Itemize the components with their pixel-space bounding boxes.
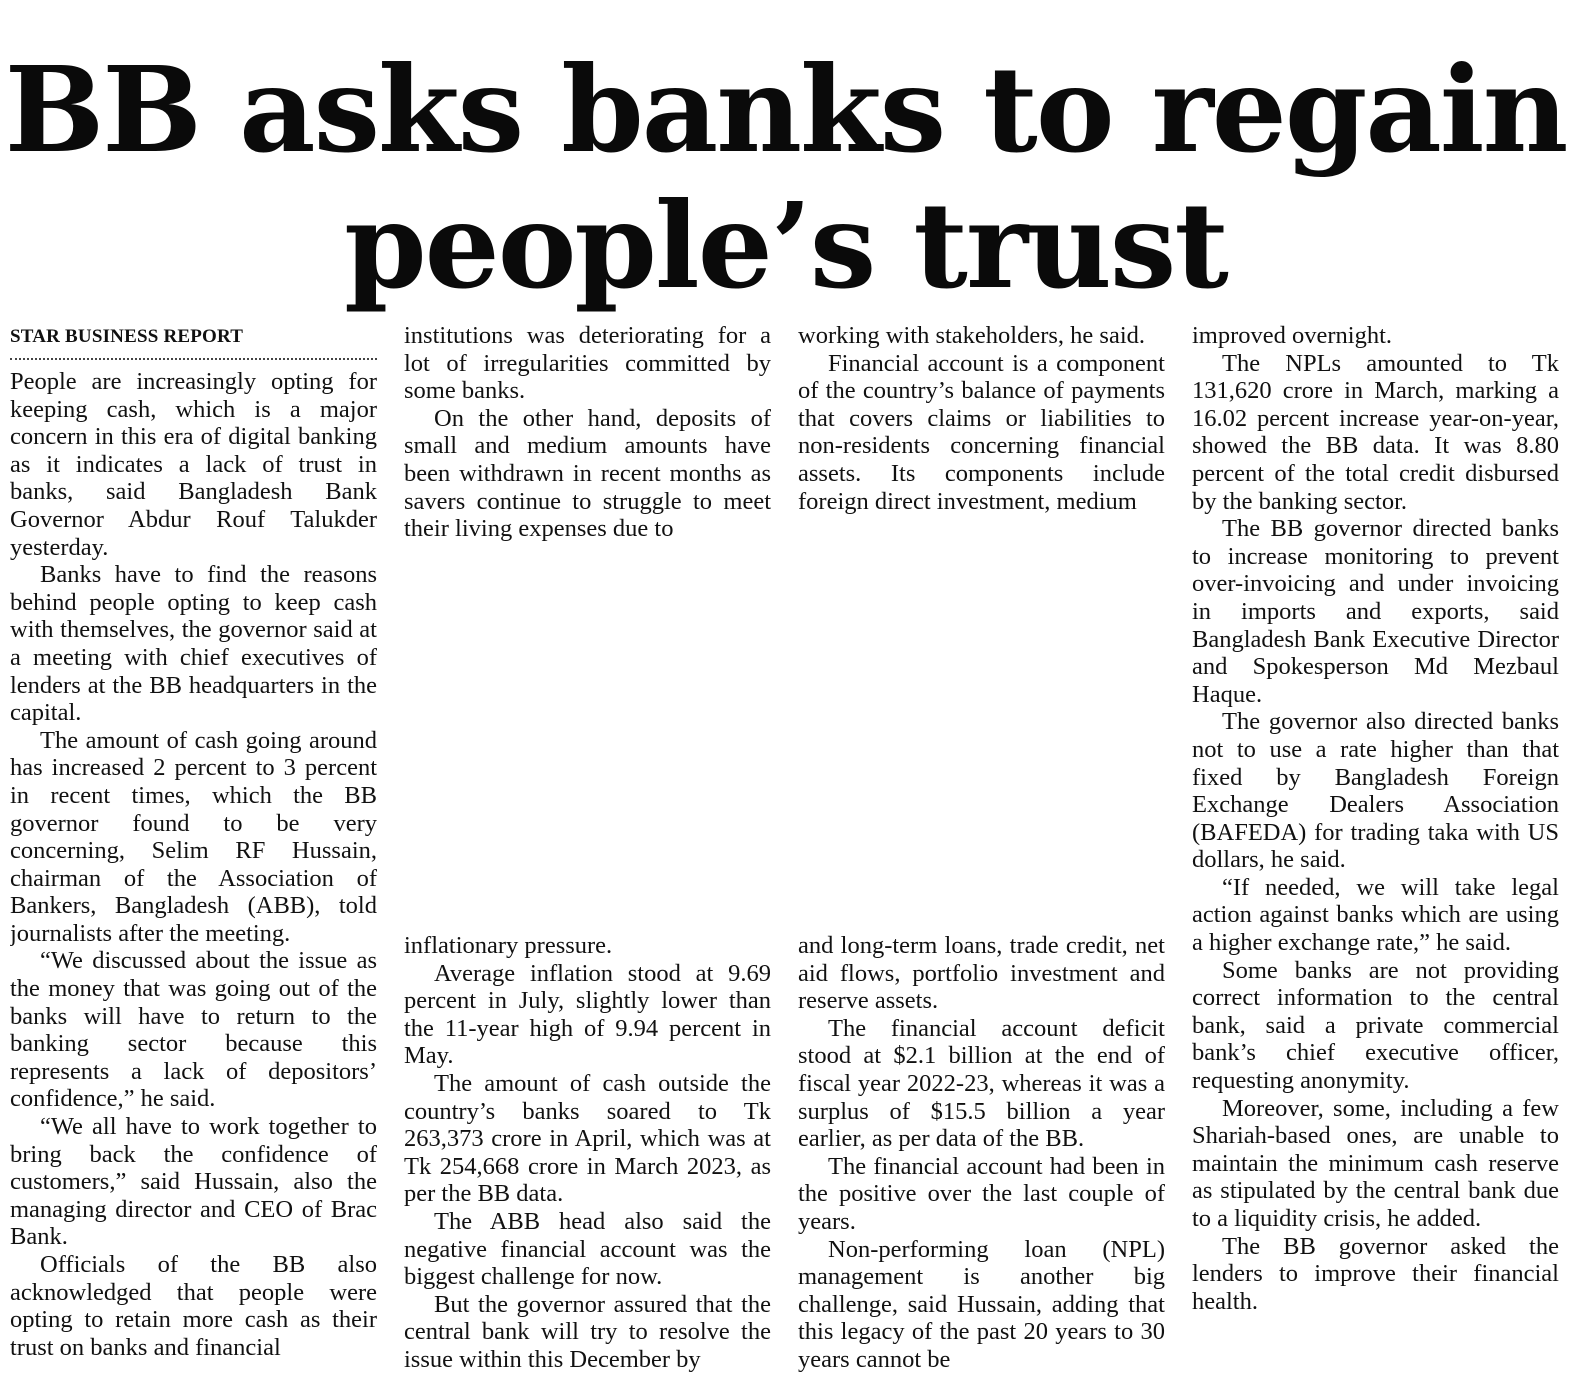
paragraph: and long-term loans, trade credit, net aid flows, portfolio investment and reserve assets.	[798, 932, 1165, 1015]
headline-line-1: BB asks banks to regain	[4, 40, 1567, 179]
paragraph: “We discussed about the issue as the money that was going out of the banks will have to return to the banking sector because this represents a lack of depositors’ confidence,” he said.	[10, 947, 377, 1113]
paragraph: The amount of cash outside the country’s banks soared to Tk 263,373 crore in April, which was at Tk 254,668 crore in March 2023, as per the BB data.	[404, 1069, 771, 1208]
paragraph: working with stakeholders, he said.	[798, 322, 1146, 349]
headline	[0, 42, 1571, 314]
paragraph: The BB governor asked the lenders to improve their financial health.	[1192, 1232, 1559, 1315]
paragraph: improved overnight.	[1192, 322, 1393, 349]
paragraph: On the other hand, deposits of small and medium amounts have been withdrawn in recent months as savers continue to struggle to meet their living expenses due to	[404, 404, 771, 543]
article-column-1	[10, 322, 377, 1382]
article-column-3	[798, 322, 1165, 1382]
column-3-bottom-text	[798, 932, 1165, 1374]
paragraph: Some banks are not providing correct information to the central bank, said a private commercial bank’s chief executive officer, requesting anonymity.	[1192, 956, 1559, 1095]
column-4-text	[1192, 322, 1559, 1315]
article-column-4	[1192, 322, 1559, 1382]
column-1-text	[10, 368, 377, 1361]
paragraph: The ABB head also said the negative financial account was the biggest challenge for now.	[404, 1207, 771, 1291]
paragraph: The financial account had been in the positive over the last couple of years.	[798, 1152, 1165, 1235]
paragraph: Average inflation stood at 9.69 percent in July, slightly lower than the 11-year high of 9.94 percent in May.	[404, 959, 771, 1070]
paragraph: “If needed, we will take legal action against banks which are using a higher exchange rate,” he said.	[1192, 873, 1559, 957]
paragraph: People are increasingly opting for keeping cash, which is a major concern in this era of digital banking as it indicates a lack of trust in banks, said Bangladesh Bank Governor Abdur Rouf Talukder yesterday.	[10, 368, 377, 561]
paragraph: Financial account is a component of the country’s balance of payments that covers claims or liabilities to non-residents concerning financial assets. Its components include foreign direct investment, medium	[798, 349, 1165, 515]
paragraph: The governor also directed banks not to use a rate higher than that fixed by Bangladesh Foreign Exchange Dealers Association (BAFEDA) for trading taka with US dollars, he said.	[1192, 708, 1559, 874]
paragraph: But the governor assured that the central bank will try to resolve the issue within this December by	[404, 1290, 771, 1373]
paragraph: inflationary pressure.	[404, 932, 613, 959]
paragraph: Non-performing loan (NPL) management is another big challenge, said Hussain, adding that this legacy of the past 20 years to 30 years cannot be	[798, 1235, 1165, 1373]
paragraph: The amount of cash going around has increased 2 percent to 3 percent in recent times, which the BB governor found to be very concerning, Selim RF Hussain, chairman of the Association of Bankers, Bangladesh (ABB), told journalists after the meeting.	[10, 726, 377, 947]
paragraph: institutions was deteriorating for a lot of irregularities committed by some banks.	[404, 322, 771, 405]
paragraph: The financial account deficit stood at $2.1 billion at the end of fiscal year 2022-23, whereas it was a surplus of $15.5 billion a year earlier, as per data of the BB.	[798, 1014, 1165, 1153]
paragraph: “We all have to work together to bring back the confidence of customers,” said Hussain, also the managing director and CEO of Brac Bank.	[10, 1113, 377, 1251]
paragraph: Officials of the BB also acknowledged that people were opting to retain more cash as their trust on banks and financial	[10, 1251, 377, 1361]
column-3-top-text	[798, 322, 1165, 515]
byline: STAR BUSINESS REPORT	[10, 322, 377, 360]
headline-line-2: people’s trust	[344, 176, 1227, 315]
paragraph: Moreover, some, including a few Shariah-based ones, are unable to maintain the minimum cash reserve as stipulated by the central bank due to a liquidity crisis, he added.	[1192, 1094, 1559, 1232]
paragraph: The NPLs amounted to Tk 131,620 crore in March, marking a 16.02 percent increase year-on-year, showed the BB data. It was 8.80 percent of the total credit disbursed by the banking sector.	[1192, 349, 1559, 515]
column-2-top-text	[404, 322, 771, 543]
article-column-2	[404, 322, 771, 1382]
paragraph: Banks have to find the reasons behind people opting to keep cash with themselves, the governor said at a meeting with chief executives of lenders at the BB headquarters in the capital.	[10, 561, 377, 727]
paragraph: The BB governor directed banks to increase monitoring to prevent over-invoicing and under invoicing in imports and exports, said Bangladesh Bank Executive Director and Spokesperson Md Mezbaul Haque.	[1192, 515, 1559, 708]
column-2-bottom-text	[404, 932, 771, 1374]
